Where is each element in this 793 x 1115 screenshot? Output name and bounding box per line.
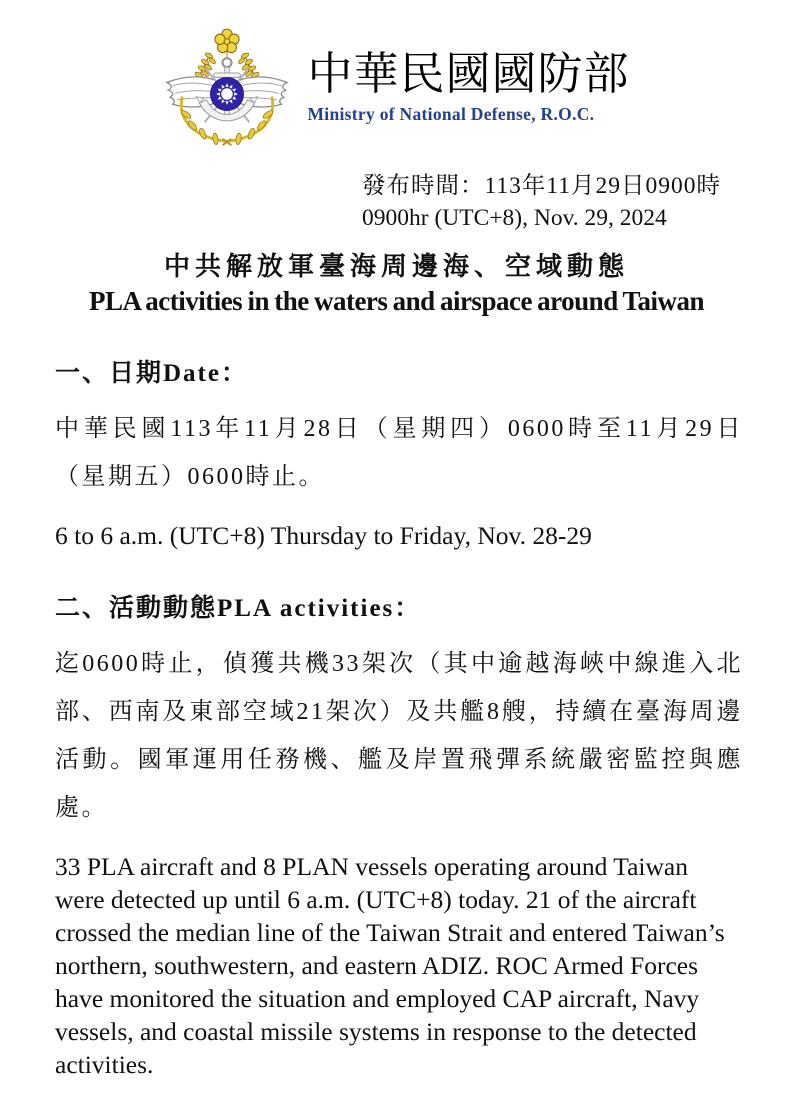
emblem-plum-blossom [215,29,239,58]
date-paragraph-zh: 中華民國113年11月28日（星期四）0600時至11月29日（星期五）0600時止。 [55,416,743,490]
agency-title-block [307,49,629,125]
release-time-zh: 發布時間：113年11月29日0900時 [362,173,722,199]
activities-paragraph-zh: 迄0600時止，偵獲共機33架次（其中逾越海峽中線進入北部、西南及東部空域21架次）及共艦8艘，持續在臺海周邊活動。國軍運用任務機、艦及岸置飛彈系統嚴密監控與應處。 [55,651,743,821]
mnd-header [0,0,793,148]
release-time [362,170,793,234]
mnd-emblem-icon [163,26,291,148]
doc-title-zh: 中共解放軍臺海周邊海、空域動態 [163,252,629,281]
doc-title-en: PLA activities in the waters and airspace around Taiwan [88,286,705,316]
agency-title-zh: 中華民國國防部 [307,49,630,100]
activities-paragraph-en: 33 PLA aircraft and 8 PLAN vessels operating around Taiwan were detected up until 6 a.m. (UTC+8) today. 21 of the aircraft crossed the median line of the Taiwan Strait and entered Taiwan’s northern, southwestern, and eastern ADIZ. ROC Armed Forces have monitored the situation and employed CAP aircraft, Navy vessels, and coastal missile systems in response to the detected activities. [55,852,725,1079]
date-paragraph-en: 6 to 6 a.m. (UTC+8) Thursday to Friday, Nov. 28-29 [55,521,592,550]
section-activities-heading: 二、活動動態PLA activities： [55,595,422,622]
release-time-en: 0900hr (UTC+8), Nov. 29, 2024 [362,205,667,231]
agency-title-en: Ministry of National Defense, R.O.C. [307,103,595,124]
section-date-heading: 一、日期Date： [55,360,248,387]
document-body [0,353,793,1081]
emblem-sun-disc [211,77,244,110]
